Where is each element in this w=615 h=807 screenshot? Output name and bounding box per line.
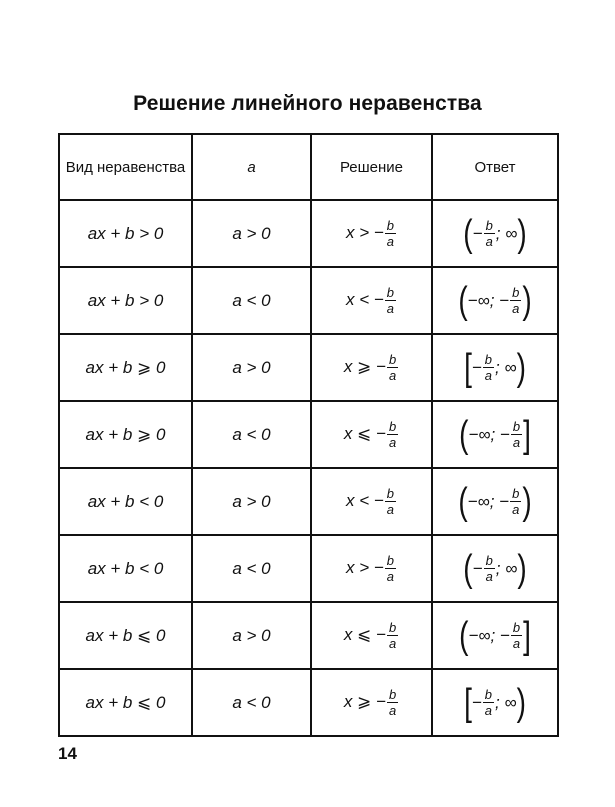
fraction	[385, 554, 396, 583]
fraction	[511, 420, 522, 449]
header-answer: Ответ	[432, 134, 558, 200]
cell-a-condition: a < 0	[192, 669, 311, 736]
fraction-denominator: a	[485, 234, 493, 249]
interval-separator: ; ∞	[495, 357, 517, 377]
solution-operator: x ⩾ −	[343, 356, 386, 376]
page-title: Решение линейного неравенства	[133, 92, 482, 115]
interval-left-part: −∞; −	[468, 424, 510, 444]
answer-interval	[459, 412, 531, 455]
fraction-numerator: b	[386, 285, 395, 300]
answer-interval	[464, 345, 526, 388]
cell-solution	[311, 669, 432, 736]
cell-answer	[432, 334, 558, 401]
fraction-denominator: a	[386, 569, 395, 584]
fraction-numerator: b	[386, 486, 395, 501]
fraction-numerator: b	[512, 419, 521, 434]
header-inequality-type: Вид неравенства	[59, 134, 192, 200]
cell-inequality: ax + b ⩽ 0	[59, 669, 192, 736]
interval-separator: ; ∞	[495, 692, 517, 712]
cell-answer	[432, 267, 558, 334]
fraction-denominator: a	[388, 636, 397, 651]
cell-solution	[311, 602, 432, 669]
fraction-denominator: a	[388, 435, 397, 450]
cell-inequality: ax + b > 0	[59, 267, 192, 334]
interval-open-bracket: [	[464, 680, 472, 723]
table-row	[59, 200, 558, 267]
cell-solution	[311, 267, 432, 334]
fraction-numerator: b	[485, 553, 493, 568]
fraction	[484, 219, 495, 248]
table-row	[59, 267, 558, 334]
cell-answer	[432, 669, 558, 736]
fraction	[387, 353, 398, 382]
header-solution: Решение	[311, 134, 432, 200]
fraction-numerator: b	[386, 553, 395, 568]
interval-left-part: −	[472, 223, 483, 243]
fraction-denominator: a	[512, 502, 520, 517]
interval-separator: ; ∞	[495, 223, 518, 243]
fraction	[483, 688, 494, 717]
answer-interval	[463, 546, 527, 589]
cell-inequality: ax + b < 0	[59, 468, 192, 535]
cell-solution	[311, 334, 432, 401]
cell-solution	[311, 200, 432, 267]
interval-close-bracket: )	[517, 546, 527, 589]
solution-operator: x < −	[345, 490, 384, 510]
cell-answer	[432, 401, 558, 468]
answer-interval	[463, 211, 527, 254]
fraction-denominator: a	[386, 502, 395, 517]
table-row	[59, 401, 558, 468]
interval-close-bracket: ]	[523, 412, 531, 455]
fraction-numerator: b	[484, 352, 493, 367]
fraction-denominator: a	[388, 368, 397, 383]
cell-inequality: ax + b ⩾ 0	[59, 334, 192, 401]
table-row	[59, 468, 558, 535]
cell-a-condition: a < 0	[192, 401, 311, 468]
interval-open-bracket: (	[463, 546, 473, 589]
answer-interval	[458, 479, 532, 522]
table-row	[59, 669, 558, 736]
fraction	[387, 621, 398, 650]
cell-inequality: ax + b > 0	[59, 200, 192, 267]
header-a: a	[192, 134, 311, 200]
fraction-denominator: a	[512, 301, 520, 316]
solution-operator: x < −	[345, 289, 384, 309]
fraction	[510, 487, 521, 516]
cell-solution	[311, 401, 432, 468]
fraction	[387, 420, 398, 449]
fraction	[385, 219, 396, 248]
interval-close-bracket: )	[522, 278, 532, 321]
fraction-numerator: b	[484, 687, 493, 702]
cell-a-condition: a > 0	[192, 602, 311, 669]
fraction	[510, 286, 521, 315]
solution-operator: x ⩾ −	[343, 691, 386, 711]
table-row	[59, 334, 558, 401]
interval-open-bracket: (	[463, 211, 473, 254]
interval-close-bracket: )	[516, 345, 526, 388]
cell-inequality: ax + b ⩾ 0	[59, 401, 192, 468]
table-row	[59, 535, 558, 602]
cell-a-condition: a > 0	[192, 200, 311, 267]
page-number: 14	[58, 744, 77, 763]
cell-a-condition: a > 0	[192, 468, 311, 535]
interval-left-part: −∞; −	[467, 491, 510, 511]
interval-left-part: −	[472, 558, 483, 578]
interval-open-bracket: [	[464, 345, 472, 388]
interval-left-part: −	[471, 357, 482, 377]
fraction-numerator: b	[388, 419, 397, 434]
fraction-numerator: b	[386, 218, 395, 233]
fraction	[385, 487, 396, 516]
fraction-denominator: a	[388, 703, 397, 718]
cell-answer	[432, 535, 558, 602]
fraction-numerator: b	[512, 486, 520, 501]
cell-answer	[432, 602, 558, 669]
interval-left-part: −∞; −	[468, 625, 510, 645]
cell-solution	[311, 468, 432, 535]
cell-solution	[311, 535, 432, 602]
answer-interval	[458, 278, 532, 321]
interval-open-bracket: (	[459, 412, 469, 455]
answer-interval	[459, 613, 531, 656]
fraction	[387, 688, 398, 717]
cell-answer	[432, 200, 558, 267]
table-row	[59, 602, 558, 669]
header-row	[59, 134, 558, 200]
cell-inequality: ax + b < 0	[59, 535, 192, 602]
interval-open-bracket: (	[459, 613, 469, 656]
fraction-numerator: b	[388, 352, 397, 367]
fraction-numerator: b	[485, 218, 493, 233]
answer-interval	[464, 680, 526, 723]
fraction	[484, 554, 495, 583]
fraction-numerator: b	[388, 620, 397, 635]
fraction-numerator: b	[512, 620, 521, 635]
fraction	[483, 353, 494, 382]
inequality-table	[58, 133, 559, 737]
interval-open-bracket: (	[458, 479, 468, 522]
solution-operator: x > −	[345, 222, 384, 242]
table-body	[59, 200, 558, 736]
solution-operator: x > −	[345, 557, 384, 577]
cell-inequality: ax + b ⩽ 0	[59, 602, 192, 669]
interval-left-part: −∞; −	[467, 290, 510, 310]
fraction	[385, 286, 396, 315]
fraction-numerator: b	[512, 285, 520, 300]
interval-close-bracket: ]	[523, 613, 531, 656]
cell-a-condition: a > 0	[192, 334, 311, 401]
cell-answer	[432, 468, 558, 535]
fraction-denominator: a	[386, 234, 395, 249]
interval-open-bracket: (	[458, 278, 468, 321]
interval-close-bracket: )	[516, 680, 526, 723]
solution-operator: x ⩽ −	[343, 624, 386, 644]
cell-a-condition: a < 0	[192, 267, 311, 334]
interval-close-bracket: )	[522, 479, 532, 522]
interval-left-part: −	[471, 692, 482, 712]
fraction-denominator: a	[484, 703, 493, 718]
fraction-denominator: a	[512, 435, 521, 450]
fraction-denominator: a	[485, 569, 493, 584]
interval-close-bracket: )	[517, 211, 527, 254]
fraction-denominator: a	[386, 301, 395, 316]
fraction	[511, 621, 522, 650]
fraction-denominator: a	[512, 636, 521, 651]
fraction-numerator: b	[388, 687, 397, 702]
interval-separator: ; ∞	[495, 558, 518, 578]
fraction-denominator: a	[484, 368, 493, 383]
cell-a-condition: a < 0	[192, 535, 311, 602]
solution-operator: x ⩽ −	[343, 423, 386, 443]
